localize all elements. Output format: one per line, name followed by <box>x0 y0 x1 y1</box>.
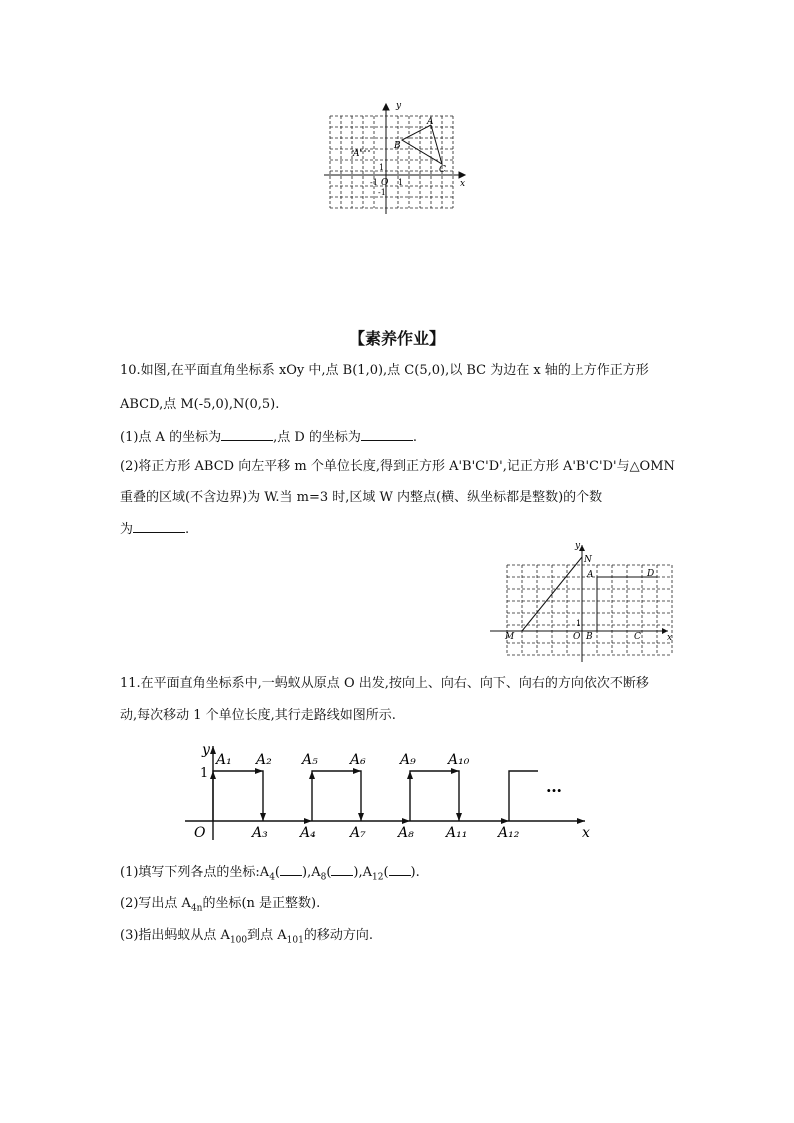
svg-text:A₁₁: A₁₁ <box>446 825 468 841</box>
ant-path-1 <box>213 771 263 821</box>
svg-text:1: 1 <box>398 178 404 187</box>
svg-text:y: y <box>396 101 402 111</box>
svg-text:O: O <box>194 825 206 841</box>
svg-text:-1: -1 <box>378 188 386 197</box>
q10-part2-line2: 重叠的区域(不含边界)为 W.当 m=3 时,区域 W 内整点(横、纵坐标都是整数)的个数 <box>120 490 603 505</box>
svg-text:A': A' <box>353 149 362 159</box>
svg-text:A₂: A₂ <box>256 752 272 768</box>
ant-path-4 <box>509 771 538 821</box>
svg-text:x: x <box>667 633 673 643</box>
figure-q10-grid <box>485 540 685 665</box>
answer-blank[interactable] <box>361 428 413 441</box>
answer-blank[interactable] <box>331 863 353 876</box>
svg-text:A₅: A₅ <box>302 752 318 768</box>
answer-blank[interactable] <box>389 863 411 876</box>
segment-mn <box>522 557 582 631</box>
q10-line1: 10.如图,在平面直角坐标系 xOy 中,点 B(1,0),点 C(5,0),以 BC 为边在 x 轴的上方作正方形 <box>120 363 649 378</box>
svg-text:A₁₀: A₁₀ <box>448 752 470 768</box>
svg-text:O: O <box>573 632 581 642</box>
svg-text:B: B <box>394 141 401 151</box>
svg-text:A₈: A₈ <box>398 825 414 841</box>
answer-blank[interactable] <box>133 520 185 533</box>
svg-text:A₄: A₄ <box>300 825 316 841</box>
svg-text:x: x <box>582 825 590 841</box>
svg-text:A₁: A₁ <box>216 752 232 768</box>
q10-line2: ABCD,点 M(-5,0),N(0,5). <box>120 397 280 412</box>
svg-text:B: B <box>586 632 593 642</box>
section-title: 【素养作业】 <box>348 329 445 348</box>
q11-part3: (3)指出蚂蚁从点 $A_{100}$到点 $A_{101}$的移动方向. <box>120 928 373 946</box>
svg-text:-1: -1 <box>370 178 378 187</box>
svg-text:N: N <box>584 555 592 565</box>
q11-part2: (2)写出点 $A_{4n}$的坐标(n 是正整数). <box>120 896 321 914</box>
svg-text:…: … <box>546 777 562 796</box>
svg-text:y: y <box>202 742 210 758</box>
svg-text:y: y <box>575 541 581 551</box>
q10-part2-line1: (2)将正方形 ABCD 向左平移 m 个单位长度,得到正方形 A'B'C'D',记正方形 A'B'C'D'与△OMN <box>120 459 675 474</box>
svg-text:A₁₂: A₁₂ <box>498 825 520 841</box>
answer-blank[interactable] <box>221 428 273 441</box>
q10-part2-line3: 为 . <box>120 522 190 537</box>
svg-text:1: 1 <box>200 766 209 781</box>
svg-text:A: A <box>427 117 434 127</box>
svg-text:O: O <box>381 178 389 188</box>
svg-text:A₆: A₆ <box>350 752 366 768</box>
svg-text:A₇: A₇ <box>350 825 366 841</box>
figure-top-grid <box>320 98 480 218</box>
svg-text:C: C <box>439 165 446 175</box>
svg-text:M: M <box>505 632 515 642</box>
svg-text:1: 1 <box>379 163 385 172</box>
ant-path-2 <box>312 771 361 821</box>
svg-text:D: D <box>647 569 655 579</box>
q11-part1: (1)填写下列各点的坐标$:A_4$( )$,A_8$( )$,A_{12}$( ). <box>120 865 420 883</box>
svg-text:C: C <box>634 632 641 642</box>
q11-line1: 11.在平面直角坐标系中,一蚂蚁从原点 O 出发,按向上、向右、向下、向右的方向依次不断移 <box>120 676 649 691</box>
figure-q11-path <box>180 740 600 845</box>
svg-text:x: x <box>460 179 466 189</box>
q10-part1: (1)点 A 的坐标为 ,点 D 的坐标为 . <box>120 430 418 445</box>
svg-text:A₃: A₃ <box>252 825 268 841</box>
answer-blank[interactable] <box>280 863 302 876</box>
triangle-abc <box>402 125 442 164</box>
ant-path-3 <box>410 771 459 821</box>
svg-text:A₉: A₉ <box>400 752 416 768</box>
svg-text:A: A <box>587 570 594 580</box>
svg-text:1: 1 <box>576 619 582 628</box>
q11-line2: 动,每次移动 1 个单位长度,其行走路线如图所示. <box>120 708 396 723</box>
